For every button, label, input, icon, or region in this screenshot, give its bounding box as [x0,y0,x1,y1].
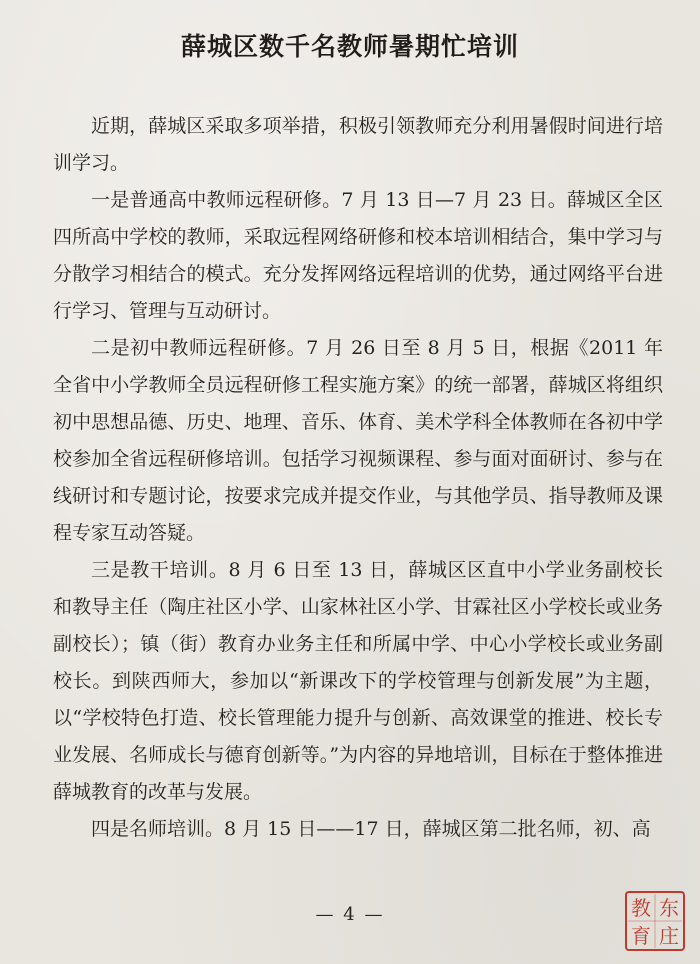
stamp-char-1: 东 [659,896,679,920]
stamp-char-3: 教 [631,896,651,920]
stamp-char-2: 庄 [659,924,679,948]
page-number: — 4 — [315,904,385,925]
paragraph-master-teacher-training: 四是名师培训。8 月 15 日——17 日，薛城区第二批名师，初、高 [91,818,651,840]
paragraph-high-school-training: 一是普通高中教师远程研修。7 月 13 日—7 月 23 日。薛城区全区四所高中学校的教师，采取远程网络研修和校本培训相结合，集中学习与分散学习相结合的模式。充分发挥网络远程培训的优势，通过网络平台进行学习、管理与互动研讨。 [53,189,663,322]
stamp-char-4: 育 [631,924,651,948]
seal-stamp [624,890,686,952]
document-title: 薛城区数千名教师暑期忙培训 [180,32,519,61]
paragraph-admin-training: 三是教干培训。8 月 6 日至 13 日，薛城区区直中小学业务副校长和教导主任（陶庄社区小学、山家林社区小学、甘霖社区小学校长或业务副校长）；镇（街）教育办业务主任和所属中学、中心小学校长或业务副校长。到陕西师大，参加以“新课改下的学校管理与创新发展”为主题，以“学校特色打造、校长管理能力提升与创新、高效课堂的推进、校长专业发展、名师成长与德育创新等。”为内容的异地培训，目标在于整体推进薛城教育的改革与发展。 [53,559,663,803]
paragraph-intro: 近期，薛城区采取多项举措，积极引领教师充分利用暑假时间进行培训学习。 [53,115,663,174]
document-body [53,108,663,848]
paragraph-middle-school-training: 二是初中教师远程研修。7 月 26 日至 8 月 5 日，根据《2011 年全省中小学教师全员远程研修工程实施方案》的统一部署，薛城区将组织初中思想品德、历史、地理、音乐、体育、美术学科全体教师在各初中学校参加全省远程研修培训。包括学习视频课程、参与面对面研讨、参与在线研讨和专题讨论，按要求完成并提交作业，与其他学员、指导教师及课程专家互动答疑。 [53,337,663,544]
